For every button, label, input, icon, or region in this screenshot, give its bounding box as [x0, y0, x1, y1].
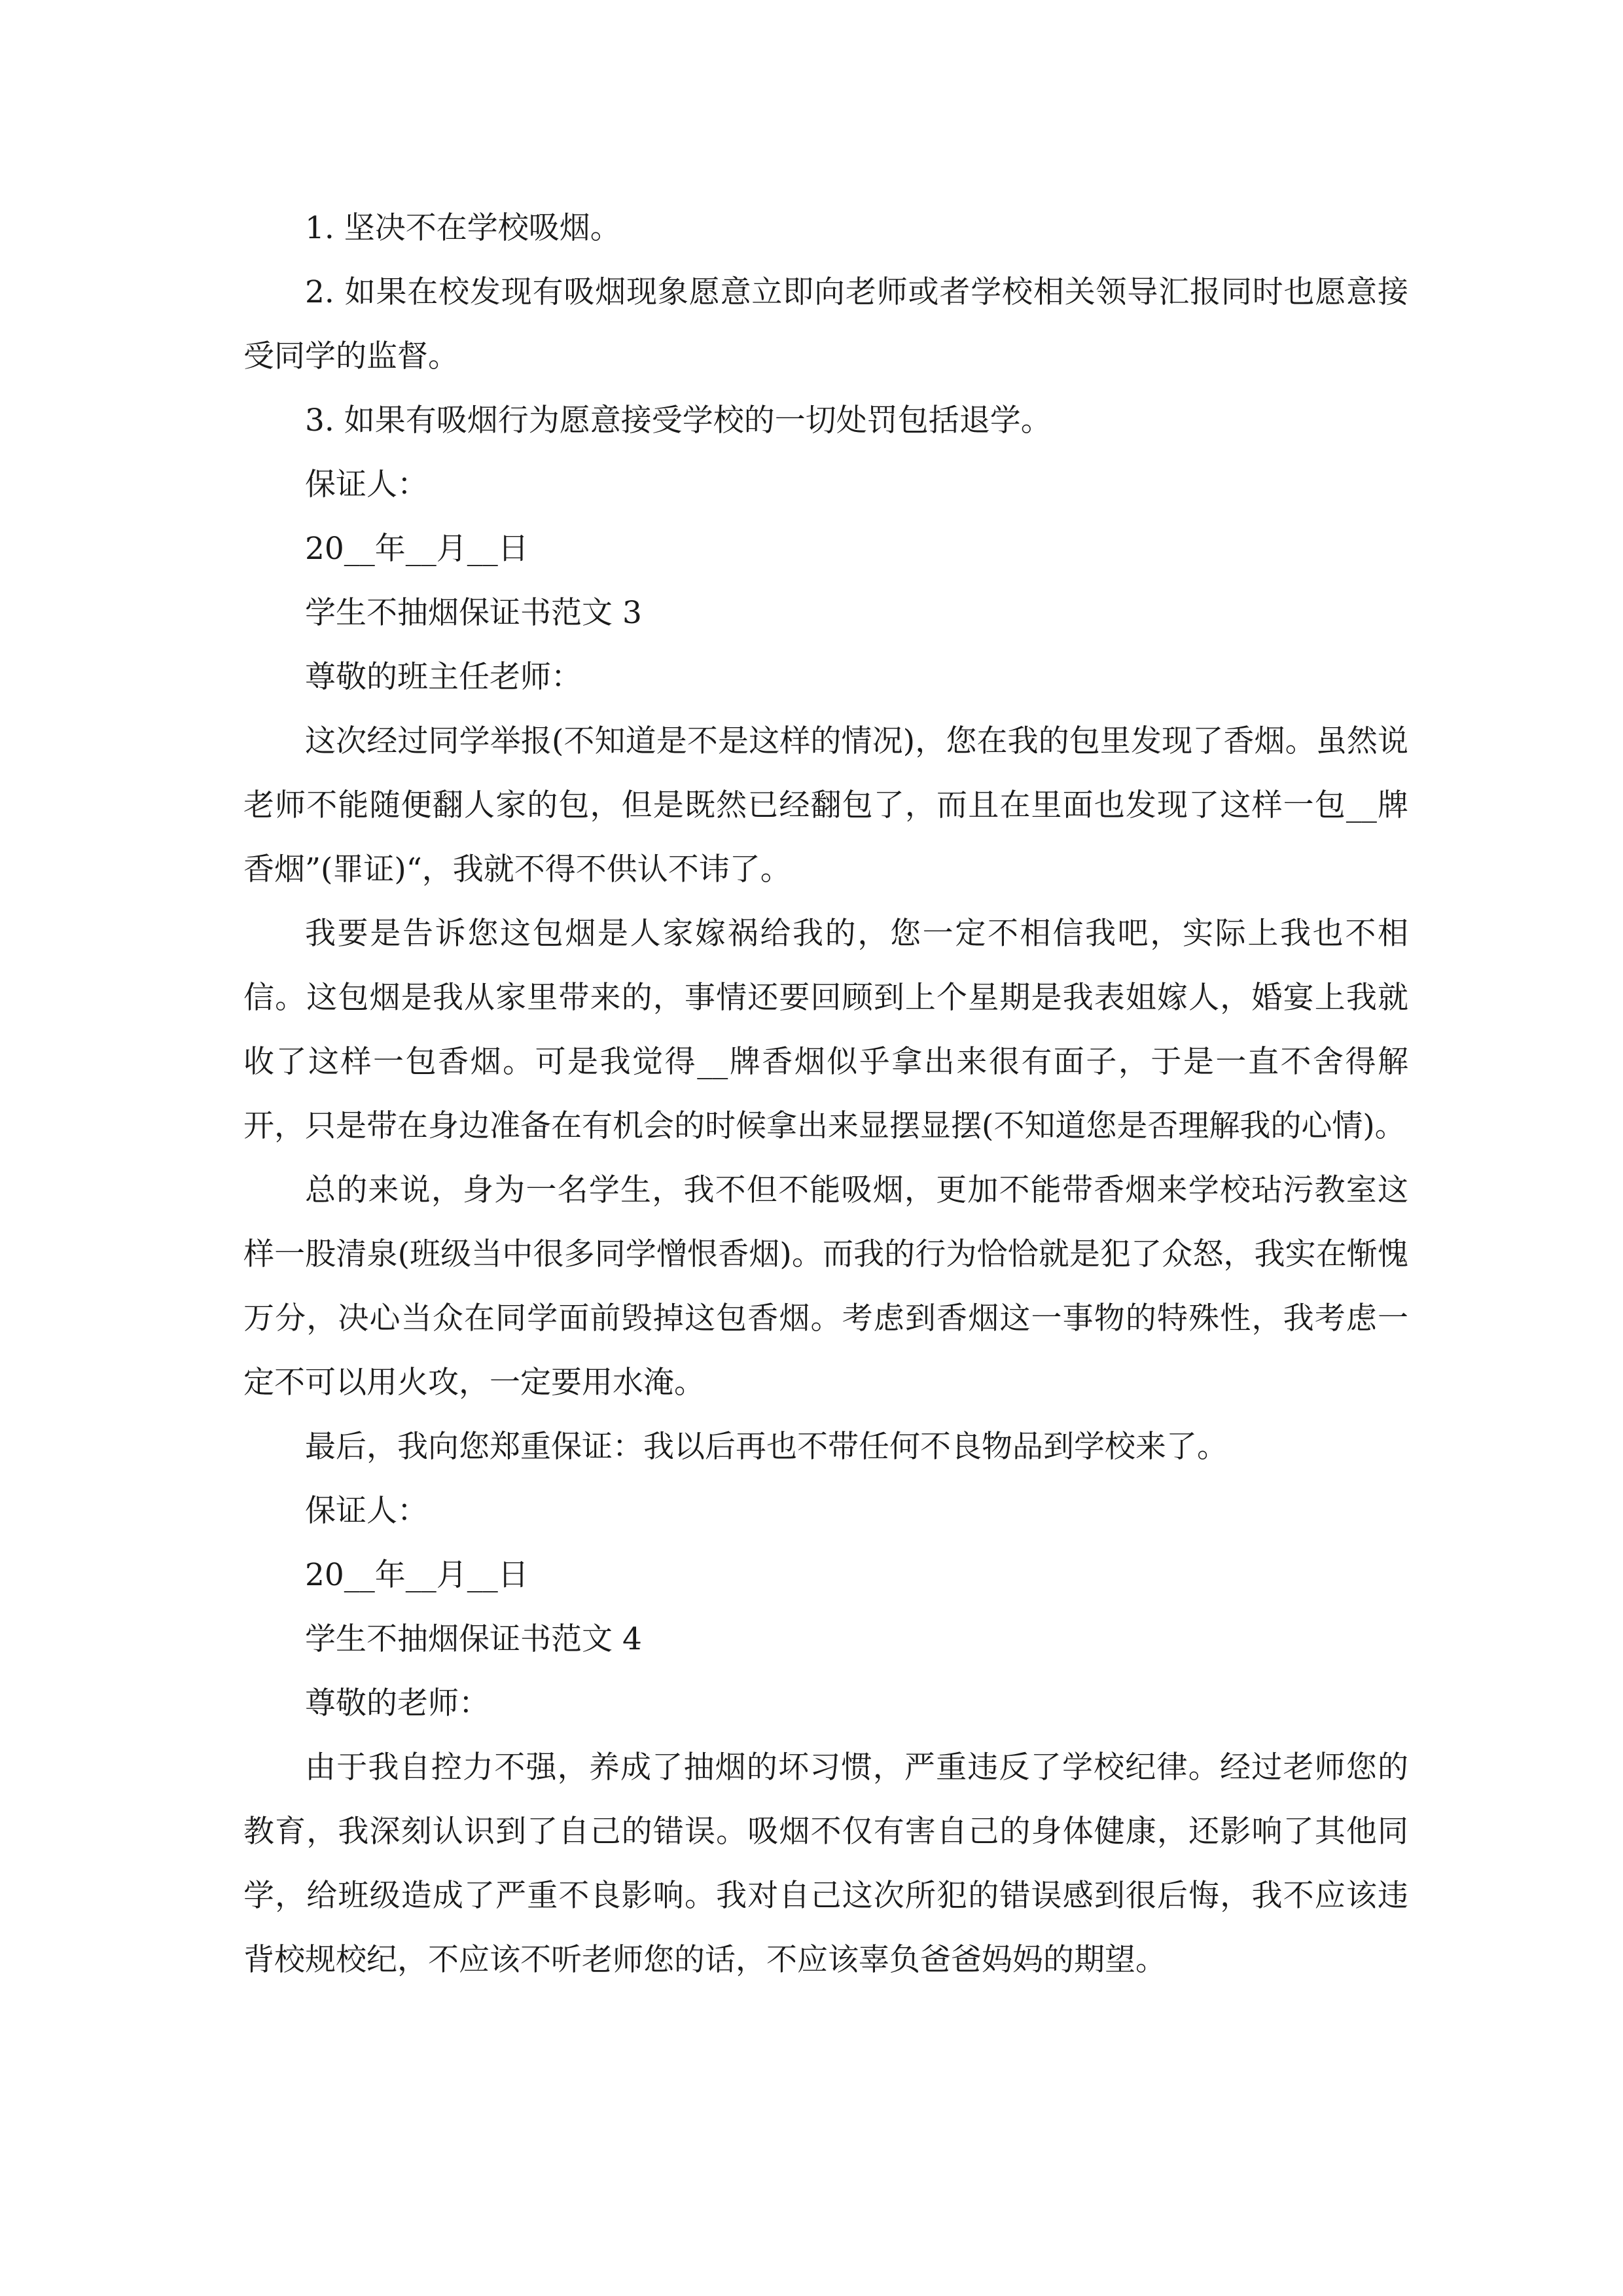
salutation: 尊敬的老师：	[305, 1685, 490, 1721]
body-paragraph: 总的来说，身为一名学生，我不但不能吸烟，更加不能带香烟来学校玷污教室这样一股清泉(班级当中很多同学憎恨香烟)。而我的行为恰恰就是犯了众怒，我实在惭愧万分，决心当众在同学面前毁掉这包香烟。考虑到香烟这一事物的特殊性，我考虑一定不可以用火攻，一定要用水淹。	[243, 1172, 1408, 1401]
guarantor-label: 保证人：	[305, 467, 428, 503]
body-paragraph: 由于我自控力不强，养成了抽烟的坏习惯，严重违反了学校纪律。经过老师您的教育，我深刻认识到了自己的错误。吸烟不仅有害自己的身体健康，还影响了其他同学，给班级造成了严重不良影响。我对自己这次所犯的错误感到很后悔，我不应该违背校规校纪，不应该不听老师您的话，不应该辜负爸爸妈妈的期望。	[243, 1749, 1408, 1978]
list-item-1: 1. 坚决不在学校吸烟。	[305, 210, 621, 246]
date-line: 20__年__月__日	[305, 531, 529, 567]
body-paragraph: 我要是告诉您这包烟是人家嫁祸给我的，您一定不相信我吧，实际上我也不相信。这包烟是我从家里带来的，事情还要回顾到上个星期是我表姐嫁人，婚宴上我就收了这样一包香烟。可是我觉得__牌香烟似乎拿出来很有面子，于是一直不舍得解开，只是带在身边准备在有机会的时候拿出来显摆显摆(不知道您是否理解我的心情)。	[243, 916, 1408, 1144]
list-item-3: 3. 如果有吸烟行为愿意接受学校的一切处罚包括退学。	[305, 403, 1052, 439]
body-paragraph: 最后，我向您郑重保证：我以后再也不带任何不良物品到学校来了。	[305, 1429, 1228, 1465]
section-title-4: 学生不抽烟保证书范文 4	[305, 1621, 642, 1657]
list-item-2: 2. 如果在校发现有吸烟现象愿意立即向老师或者学校相关领导汇报同时也愿意接受同学的监督。	[243, 274, 1408, 374]
salutation: 尊敬的班主任老师：	[305, 659, 582, 695]
date-line: 20__年__月__日	[305, 1557, 529, 1593]
document-body	[243, 196, 1408, 1992]
body-paragraph: 这次经过同学举报(不知道是不是这样的情况)，您在我的包里发现了香烟。虽然说老师不能随便翻人家的包，但是既然已经翻包了，而且在里面也发现了这样一包__牌香烟”(罪证)“，我就不得不供认不讳了。	[243, 723, 1408, 888]
guarantor-label: 保证人：	[305, 1493, 428, 1529]
section-title-3: 学生不抽烟保证书范文 3	[305, 595, 642, 631]
